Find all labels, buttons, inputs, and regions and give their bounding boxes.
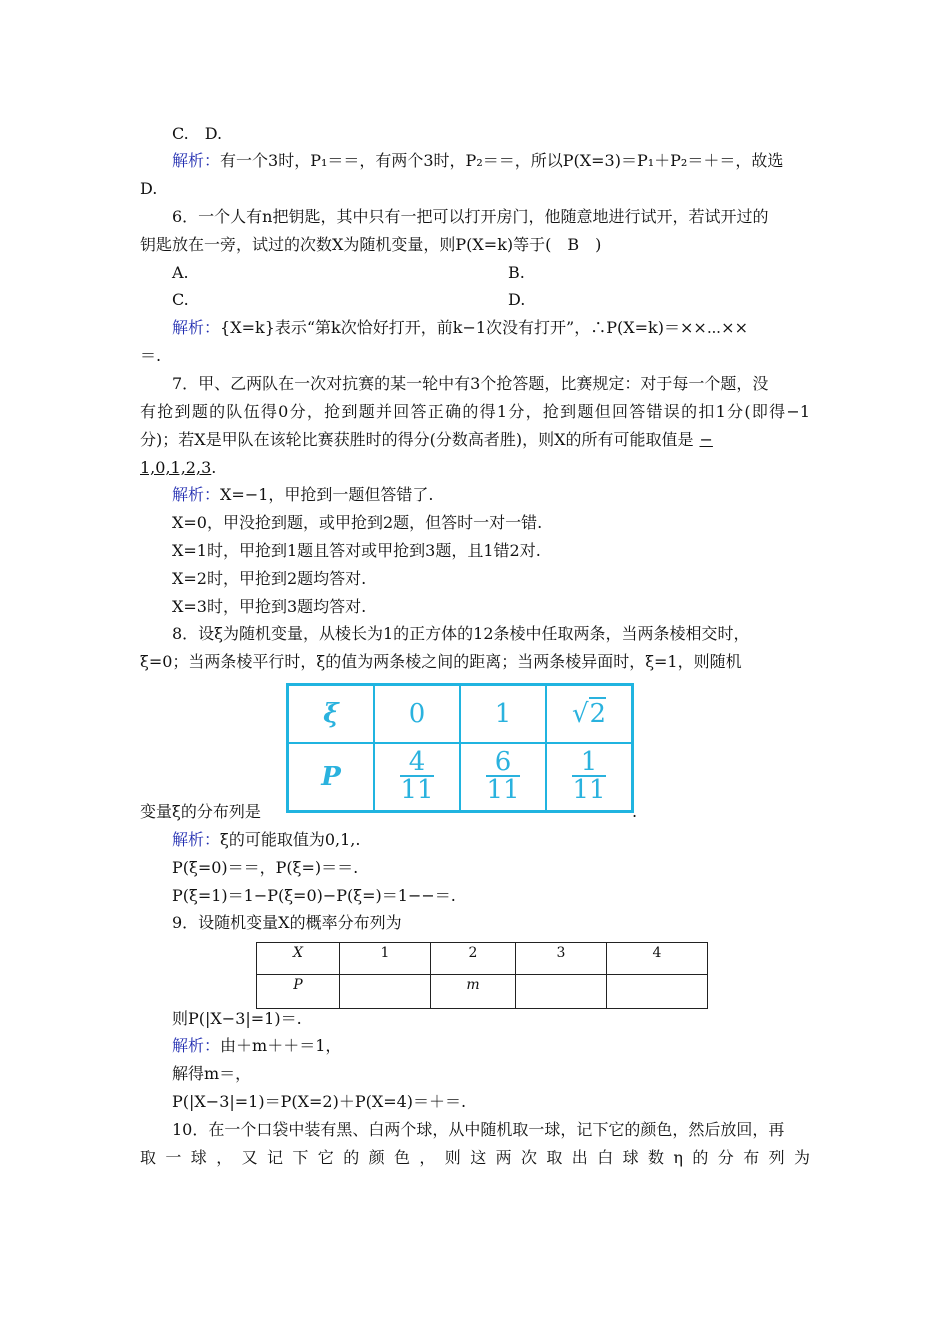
answer-fill: 1,0,1,2,3: [140, 458, 212, 477]
table-header-cell: 3: [516, 943, 607, 975]
fraction: [486, 749, 519, 803]
solution-label: 解析：: [172, 151, 221, 170]
question-7-line-2: 有抢到题的队伍得0分，抢到题并回答正确的得1分，抢到题但回答错误的扣1分(即得−1: [140, 402, 810, 421]
solution-label: 解析：: [172, 830, 221, 849]
option-b: B.: [508, 263, 525, 282]
solution-line: P(|X−3|=1)＝P(X=2)＋P(X=4)＝＋＝.: [172, 1092, 467, 1111]
table-cell: [374, 743, 460, 812]
question-9-line-2: 则P(|X−3|=1)＝.: [172, 1009, 302, 1028]
question-6-line-1: 6．一个人有n把钥匙，其中只有一把可以打开房门，他随意地进行试开，若试开过的: [172, 207, 769, 226]
sqrt-symbol: √: [571, 699, 589, 729]
question-10-line-2: 取一球，又记下它的颜色，则这两次取出白球数η的分布列为: [140, 1148, 810, 1167]
question-7-line-1: 7．甲、乙两队在一次对抗赛的某一轮中有3个抢答题，比赛规定：对于每一个题，没: [172, 374, 769, 393]
question-7-line-3: [140, 430, 713, 450]
solution-line: X=3时，甲抢到3题均答对.: [172, 597, 367, 616]
solution-text: 有一个3时，P₁＝＝，有两个3时，P₂＝＝，所以P(X=3)＝P₁＋P₂＝＋＝，故选: [220, 151, 784, 170]
table-header-cell: ξ: [288, 685, 375, 744]
solution-text: 由＋m＋＋＝1，: [220, 1036, 342, 1055]
table-cell: [516, 975, 607, 1009]
solution-line: [172, 830, 360, 850]
table-header-cell: 0: [374, 685, 460, 744]
solution-line: [172, 1036, 341, 1056]
solution-line: [172, 151, 783, 171]
table-header-cell: 4: [607, 943, 708, 975]
solution-text: {X=k}表示“第k次恰好打开，前k−1次没有打开”，∴P(X=k)＝××⋯××: [220, 318, 748, 337]
solution-label: 解析：: [172, 1036, 221, 1055]
question-9-line-1: 9．设随机变量X的概率分布列为: [172, 913, 402, 932]
fraction-numerator: 1: [572, 749, 605, 777]
solution-line: 解得m＝，: [172, 1064, 252, 1083]
question-8-line-1: 8．设ξ为随机变量，从棱长为1的正方体的12条棱中任取两条，当两条棱相交时，: [172, 624, 750, 643]
table-cell: [340, 975, 431, 1009]
sqrt-2: [572, 697, 606, 729]
fraction: [572, 749, 605, 803]
period: .: [211, 458, 217, 477]
solution-line: [172, 485, 434, 505]
fraction-numerator: 6: [486, 749, 519, 777]
solution-line: [172, 318, 748, 338]
x-distribution-table: [256, 942, 708, 1009]
table-row-label: P: [288, 743, 375, 812]
solution-label: 解析：: [172, 485, 221, 504]
table-header-cell: 1: [340, 943, 431, 975]
fraction: [400, 749, 433, 803]
solution-line-end: ＝.: [140, 346, 162, 365]
fraction-numerator: 4: [400, 749, 433, 777]
solution-line: P(ξ=0)＝＝，P(ξ=)＝＝.: [172, 858, 359, 877]
xi-distribution-table: [286, 683, 634, 813]
question-8-line-2: ξ=0；当两条棱平行时，ξ的值为两条棱之间的距离；当两条棱异面时，ξ=1，则随机: [140, 652, 742, 671]
question-8-line-3: 变量ξ的分布列是: [140, 802, 261, 821]
sqrt-radicand: 2: [589, 699, 607, 729]
solution-text: X=−1，甲抢到一题但答错了.: [220, 485, 434, 504]
table-header-cell: 1: [460, 685, 546, 744]
table-cell: [460, 743, 546, 812]
solution-line: X=2时，甲抢到2题均答对.: [172, 569, 367, 588]
table-header-cell: 2: [431, 943, 516, 975]
solution-label: 解析：: [172, 318, 221, 337]
solution-line: X=0，甲没抢到题，或甲抢到2题，但答时一对一错.: [172, 513, 543, 532]
option-d: D.: [508, 290, 526, 309]
question-10-line-1: 10．在一个口袋中装有黑、白两个球，从中随机取一球，记下它的颜色，然后放回，再: [172, 1120, 785, 1139]
options-c-d: C. D.: [172, 124, 223, 143]
fraction-denominator: 11: [572, 775, 606, 805]
fraction-denominator: 11: [400, 775, 434, 805]
table-header-cell: [546, 685, 633, 744]
answer-line: D.: [140, 179, 158, 198]
question-7-line-4: [140, 458, 216, 478]
solution-text: ξ的可能取值为0,1,.: [220, 830, 361, 849]
question-text: 分)；若X是甲队在该轮比赛获胜时的得分(分数高者胜)，则X的所有可能取值是: [140, 430, 694, 449]
solution-line: P(ξ=1)＝1−P(ξ=0)−P(ξ=)＝1−−＝.: [172, 886, 456, 905]
answer-fill: −: [699, 430, 713, 449]
period: .: [632, 802, 638, 821]
option-c: C.: [172, 290, 189, 309]
table-cell: P: [257, 975, 340, 1009]
fraction-denominator: 11: [486, 775, 520, 805]
table-cell: [607, 975, 708, 1009]
question-6-line-2: 钥匙放在一旁，试过的次数X为随机变量，则P(X=k)等于( B ): [140, 235, 602, 254]
solution-line: X=1时，甲抢到1题且答对或甲抢到3题，且1错2对.: [172, 541, 541, 560]
table-cell: [546, 743, 633, 812]
table-header-cell: X: [257, 943, 340, 975]
option-a: A.: [172, 263, 189, 282]
table-cell: m: [431, 975, 516, 1009]
